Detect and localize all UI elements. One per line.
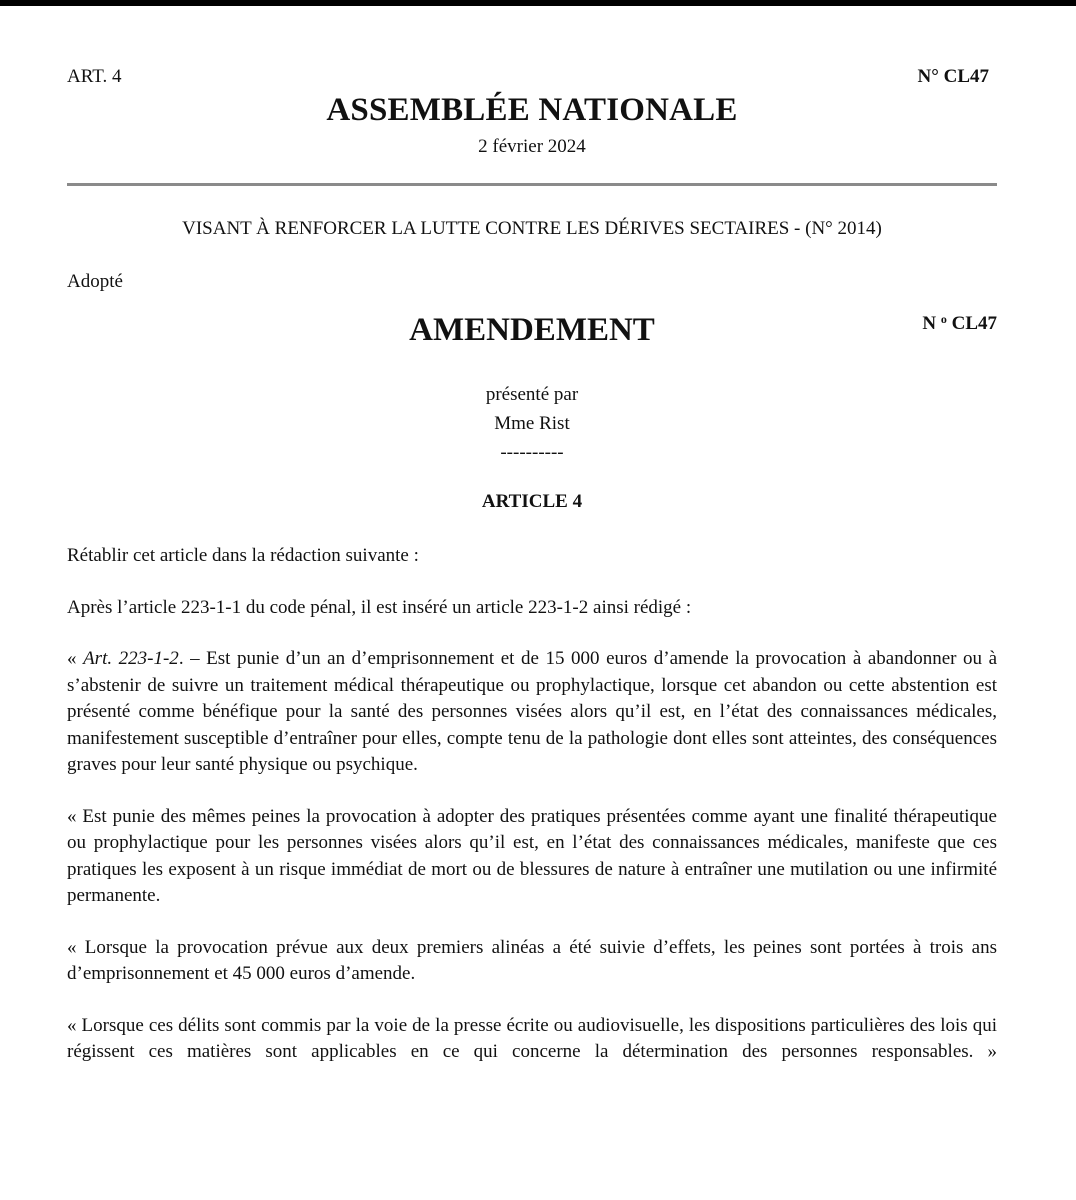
institution-title: ASSEMBLÉE NATIONALE (326, 92, 738, 128)
body-paragraph-4: « Lorsque ces délits sont commis par la voie de la presse écrite ou audiovisuelle, les dispositions particulières des lois qui régissent ces matières sont applicables en ce qui concerne la détermination des personnes responsables. » (67, 1014, 997, 1062)
presented-by-block (67, 380, 997, 467)
article-heading: ARTICLE 4 (481, 491, 583, 512)
amendment-number-prefix: N (922, 313, 937, 334)
body-intro: Rétablir cet article dans la rédaction suivante : (67, 545, 419, 566)
horizontal-divider (67, 183, 997, 186)
body-paragraph-3: « Lorsque la provocation prévue aux deux premiers alinéas a été suivie d’effets, les peines sont portées à trois ans d’emprisonnement et 45 000 euros d’amende. (67, 936, 997, 984)
bill-title: VISANT À RENFORCER LA LUTTE CONTRE LES DÉRIVES SECTAIRES - (N° 2014) (182, 218, 882, 239)
amendment-number-ordinal: o (940, 312, 947, 326)
paragraph-1-text: . – Est punie d’un an d’emprisonnement et de 15 000 euros d’amende la provocation à abandonner ou à s’abstenir de suivre un traitement médical thérapeutique ou prophylactique, lorsque cet abandon ou cette abstention est présenté comme bénéfique pour la santé des personnes visées alors qu’il est, en l’état des connaissances médicales, manifestement susceptible d’entraîner pour elles, compte tenu de la pathologie dont elles sont atteintes, des conséquences graves pour leur santé physique ou psychique. (67, 648, 998, 775)
amendment-body (67, 543, 997, 1091)
amendment-number (922, 312, 997, 335)
body-paragraph-2: « Est punie des mêmes peines la provocation à adopter des pratiques présentées comme ayant une finalité thérapeutique ou prophylactique pour les personnes visées alors qu’il est, en l’état des connaissances médicales, manifeste que ces pratiques les exposent à un risque immédiat de mort ou de blessures de nature à entraîner une mutilation ou une infirmité permanente. (67, 805, 997, 906)
quote-open: « (67, 648, 84, 669)
article-number-italic: Art. 223-1-2 (83, 648, 179, 669)
document-page (67, 0, 997, 1200)
amendment-number-top: N° CL47 (917, 66, 989, 87)
body-intro-2: Après l’article 223-1-1 du code pénal, il est inséré un article 223-1-2 ainsi rédigé : (67, 596, 692, 618)
separator-dashes: ---------- (500, 442, 564, 463)
body-paragraph-1 (67, 646, 997, 779)
presented-by-label: présenté par (485, 384, 579, 405)
document-date: 2 février 2024 (478, 136, 586, 157)
article-reference: ART. 4 (67, 66, 122, 87)
author-name: Mme Rist (494, 413, 570, 434)
amendment-number-value: CL47 (951, 313, 997, 334)
amendment-status: Adopté (67, 271, 123, 292)
amendment-title: AMENDEMENT (409, 312, 655, 348)
